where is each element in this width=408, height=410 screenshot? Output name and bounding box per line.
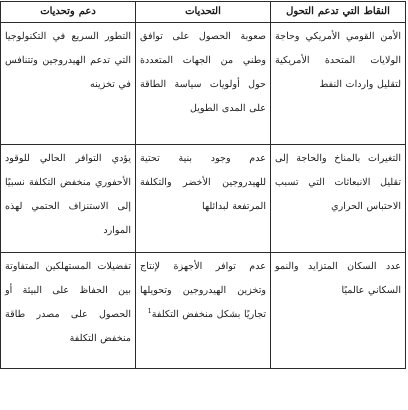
footnote-marker: 1: [147, 306, 152, 315]
table-header-row: [1, 2, 406, 23]
header-support-points: النقاط التي تدعم التحول: [271, 2, 406, 23]
table-row: [1, 253, 406, 369]
cell-challenges-text: عدم توافر الأجهزة لإنتاج وتخزين الهيدروجين وتحويلها تجاريًا بشكل منخفض التكلفة: [140, 261, 266, 320]
cell-support-and-challenges: يؤدي التوافر الحالي للوقود الأحفوري منخفض التكلفة نسبيًا إلى الاستنزاف الحتمي لهذه الموارد: [1, 145, 136, 253]
header-support-and-challenges: دعم وتحديات: [1, 2, 136, 23]
table-row: [1, 145, 406, 253]
cell-support-and-challenges: تفضيلات المستهلكين المتفاوتة بين الحفاظ على البيئة أو الحصول على مصدر طاقة منخفض التكلفة: [1, 253, 136, 369]
cell-support-and-challenges: التطور السريع في التكنولوجيا التي تدعم الهيدروجين وتتنافس في تخزينه: [1, 23, 136, 145]
cell-support: الأمن القومي الأمريكي وحاجة الولايات المتحدة الأمريكية لتقليل واردات النفط: [271, 23, 406, 145]
comparison-table: [0, 1, 406, 369]
cell-support: عدد السكان المتزايد والنمو السكاني عالميًا: [271, 253, 406, 369]
cell-support: التغيرات بالمناخ والحاجة إلى تقليل الانبعاثات التي تسبب الاحتباس الحراري: [271, 145, 406, 253]
header-challenges: التحديات: [136, 2, 271, 23]
cell-challenges: [136, 253, 271, 369]
table-row: [1, 23, 406, 145]
cell-challenges: عدم وجود بنية تحتية للهيدروجين الأخضر والتكلفة المرتفعة لبدائلها: [136, 145, 271, 253]
cell-challenges: صعوبة الحصول على توافق وطني من الجهات المتعددة حول أولويات سياسة الطاقة على المدى الطويل: [136, 23, 271, 145]
